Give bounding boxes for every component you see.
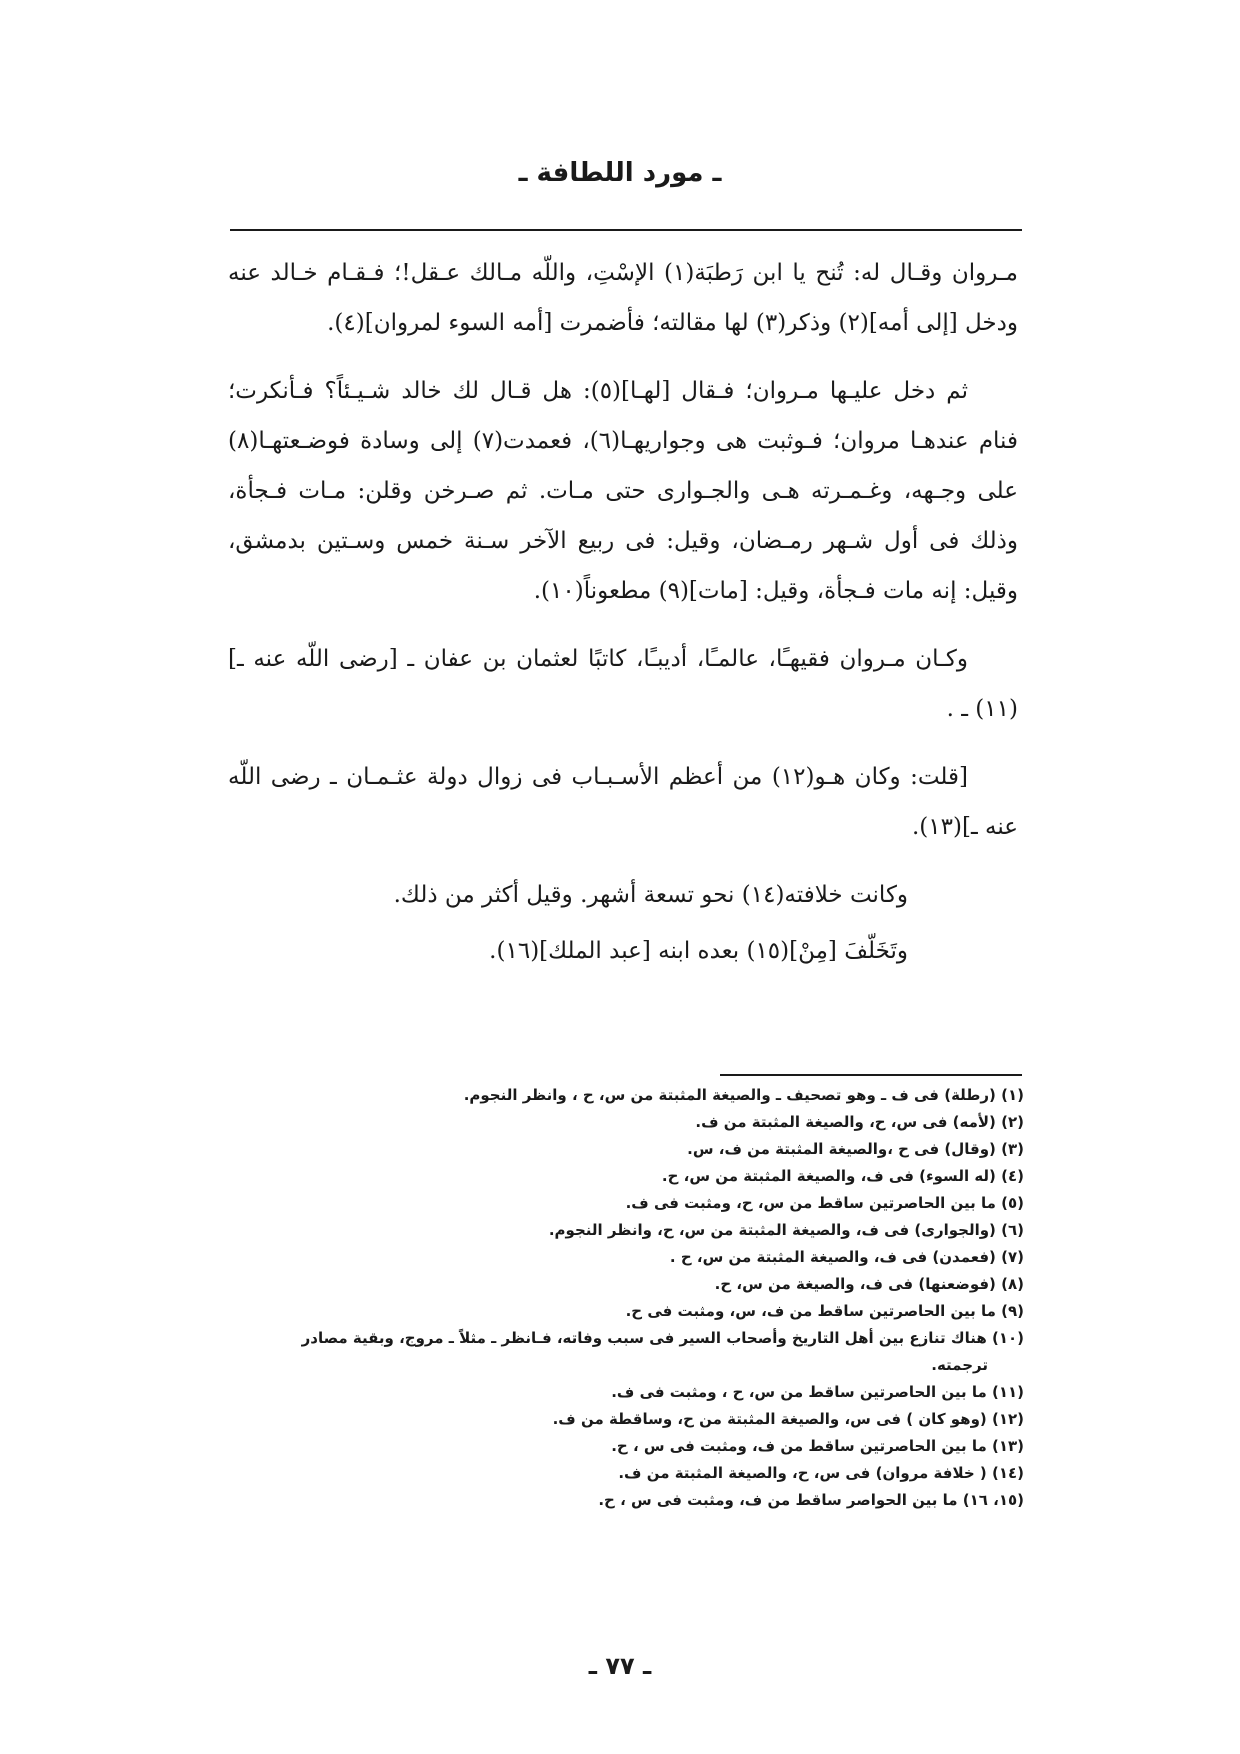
footnote: (١٢) (وهو كان ) فى س، والصيغة المثبتة من ح، وساقطة من ف. [552,1410,1024,1428]
footnote: (٣) (وقال) فى ح ،والصيغة المثبتة من ف، س. [687,1140,1024,1158]
footnote: (٧) (فعمدن) فى ف، والصيغة المثبتة من س، ح . [669,1248,1024,1266]
footnote: (٢) (لأمه) فى س، ح، والصيغة المثبتة من ف. [695,1113,1024,1131]
footnote: (١٥، ١٦) ما بين الحواصر ساقط من ف، ومثبت فى س ، ح. [598,1491,1024,1509]
header-rule [230,229,1022,231]
footnote: (٨) (فوضعنها) فى ف، والصيغة من س، ح. [714,1275,1024,1293]
footnote: (٤) (له السوء) فى ف، والصيغة المثبتة من س، ح. [661,1167,1024,1185]
paragraph: وتَخَلّفَ [مِنْ](١٥) بعده ابنه [عبد الملك](١٦). [489,938,908,964]
paragraph: وكانت خلافته(١٤) نحو تسعة أشهر. وقيل أكثر من ذلك. [393,882,908,908]
page-number: ـ ٧٧ ـ [588,1652,652,1680]
footnote: (١٤) ( خلافة مروان) فى س، ح، والصيغة المثبتة من ف. [618,1464,1024,1482]
paragraph: ثم دخل عليـها مـروان؛ فـقال [لهـا](٥): هل قـال لك خالد شـيـئاً؟ فـأنكرت؛ فنام عندهـا مروان؛ فـوثبت هى وجواريهـا(٦)، فعمدت(٧) إلى وسادة فوضـعتهـا(٨) على وجـهه، وغـمـرته هـى والجـوارى حتى مـات. ثم صـرخن وقلن: مـات فـجأة، وذلك فى أول شـهر رمـضان، وقيل: فى ربيع الآخر سـنة خمس وسـتين بدمشق، وقيل: إنه مات فـجأة، وقيل: [مات](٩) مطعوناً(١٠). [228,378,1018,604]
main-text [228,248,1018,982]
footnote: (١٠) هناك تنازع بين أهل التاريخ وأصحاب السير فى سبب وفاته، فـانظر ـ مثلاً ـ مروج، وبقية مصادر ترجمته. [301,1329,1024,1374]
paragraph: وكـان مـروان فقيهـًا، عالمـًا، أديبـًا، كاتبًا لعثمان بن عفان ـ [رضى اللّه عنه ـ](١١) ـ . [228,646,1018,722]
footnote: (٥) ما بين الحاصرتين ساقط من س، ح، ومثبت فى ف. [625,1194,1024,1212]
footnote-rule [720,1074,1022,1076]
footnote: (٩) ما بين الحاصرتين ساقط من ف، س، ومثبت فى ح. [625,1302,1024,1320]
footnotes [240,1082,1024,1514]
footnote: (١) (رطلة) فى ف ـ وهو تصحيف ـ والصيغة المثبتة من س، ح ، وانظر النجوم. [463,1086,1024,1104]
footnote: (١١) ما بين الحاصرتين ساقط من س، ح ، ومثبت فى ف. [611,1383,1024,1401]
paragraph: [قلت: وكان هـو(١٢) من أعظم الأسـبـاب فى زوال دولة عثـمـان ـ رضى اللّه عنه ـ](١٣). [228,764,1018,840]
footnote: (٦) (والجوارى) فى ف، والصيغة المثبتة من س، ح، وانظر النجوم. [548,1221,1024,1239]
paragraph: مـروان وقـال له: تُنح يا ابن رَطبَة(١) الإسْتِ، واللّه مـالك عـقل!؛ فـقـام خـالد عنه ودخل [إلى أمه](٢) وذكر(٣) لها مقالته؛ فأضمرت [أمه السوء لمروان](٤). [228,260,1018,336]
running-header: ـ مورد اللطافة ـ [518,158,722,188]
footnote: (١٣) ما بين الحاصرتين ساقط من ف، ومثبت فى س ، ح. [611,1437,1024,1455]
